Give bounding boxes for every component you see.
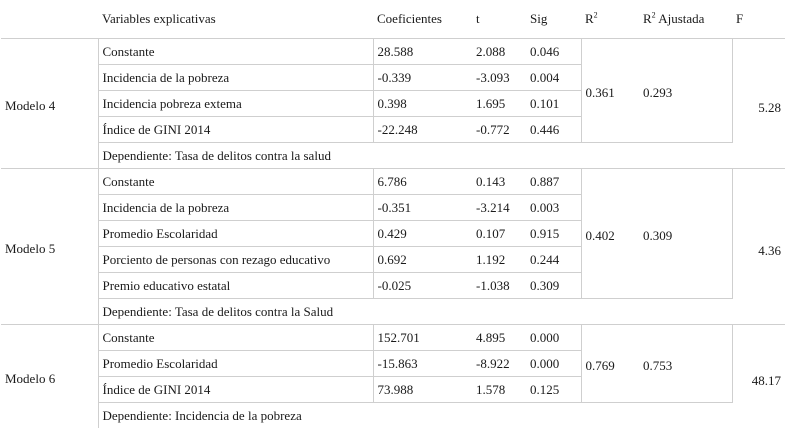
- sig-value: 0.125: [526, 377, 581, 403]
- model-label: Modelo 5: [1, 169, 98, 325]
- variable-name: Índice de GINI 2014: [98, 377, 373, 403]
- sig-value: 0.887: [526, 169, 581, 195]
- coefficient: 152.701: [373, 325, 472, 351]
- variable-name: Constante: [98, 39, 373, 65]
- f-value: 48.17: [732, 325, 785, 428]
- model-label: Modelo 6: [1, 325, 98, 428]
- variable-name: Promedio Escolaridad: [98, 221, 373, 247]
- dependent-variable: Dependiente: Tasa de delitos contra la Salud: [98, 299, 732, 325]
- f-value: 4.36: [732, 169, 785, 325]
- t-value: -1.038: [472, 273, 526, 299]
- t-value: -8.922: [472, 351, 526, 377]
- sig-value: 0.244: [526, 247, 581, 273]
- header-r2-adjusted: [639, 0, 732, 39]
- r2-base: R: [585, 11, 594, 26]
- variable-name: Incidencia pobreza extema: [98, 91, 373, 117]
- header-f: F: [732, 0, 785, 39]
- sig-value: 0.000: [526, 351, 581, 377]
- variable-name: Incidencia de la pobreza: [98, 195, 373, 221]
- variable-name: Incidencia de la pobreza: [98, 65, 373, 91]
- model-label: Modelo 4: [1, 39, 98, 169]
- header-model: [1, 0, 98, 39]
- coefficient: 0.692: [373, 247, 472, 273]
- dependent-row: [1, 143, 785, 169]
- r2-adjusted-value: 0.309: [639, 169, 732, 299]
- table-row: [1, 39, 785, 65]
- sig-value: 0.046: [526, 39, 581, 65]
- coefficient: -0.339: [373, 65, 472, 91]
- variable-name: Premio educativo estatal: [98, 273, 373, 299]
- variable-name: Porciento de personas con rezago educativo: [98, 247, 373, 273]
- t-value: -3.214: [472, 195, 526, 221]
- coefficient: -22.248: [373, 117, 472, 143]
- t-value: -3.093: [472, 65, 526, 91]
- coefficient: -15.863: [373, 351, 472, 377]
- sig-value: 0.309: [526, 273, 581, 299]
- sig-value: 0.446: [526, 117, 581, 143]
- t-value: 1.695: [472, 91, 526, 117]
- sig-value: 0.000: [526, 325, 581, 351]
- r2a-rest: Ajustada: [656, 11, 705, 26]
- t-value: 1.578: [472, 377, 526, 403]
- regression-table: [1, 0, 785, 428]
- header-coef: Coeficientes: [373, 0, 472, 39]
- coefficient: -0.025: [373, 273, 472, 299]
- coefficient: -0.351: [373, 195, 472, 221]
- t-value: 2.088: [472, 39, 526, 65]
- variable-name: Constante: [98, 169, 373, 195]
- header-variables: Variables explicativas: [98, 0, 373, 39]
- variable-name: Constante: [98, 325, 373, 351]
- t-value: 1.192: [472, 247, 526, 273]
- dependent-variable: Dependiente: Tasa de delitos contra la salud: [98, 143, 732, 169]
- coefficient: 0.429: [373, 221, 472, 247]
- f-value: 5.28: [732, 39, 785, 169]
- variable-name: Promedio Escolaridad: [98, 351, 373, 377]
- dependent-row: [1, 299, 785, 325]
- t-value: 4.895: [472, 325, 526, 351]
- r2-value: 0.769: [581, 325, 639, 403]
- r2-adjusted-value: 0.293: [639, 39, 732, 143]
- coefficient: 73.988: [373, 377, 472, 403]
- sig-value: 0.915: [526, 221, 581, 247]
- r2-sup: 2: [594, 11, 598, 20]
- coefficient: 0.398: [373, 91, 472, 117]
- coefficient: 28.588: [373, 39, 472, 65]
- sig-value: 0.004: [526, 65, 581, 91]
- r2-value: 0.361: [581, 39, 639, 143]
- r2a-sup: 2: [652, 11, 656, 20]
- t-value: 0.143: [472, 169, 526, 195]
- header-r2: [581, 0, 639, 39]
- t-value: 0.107: [472, 221, 526, 247]
- table-row: [1, 169, 785, 195]
- header-row: [1, 0, 785, 39]
- variable-name: Índice de GINI 2014: [98, 117, 373, 143]
- dependent-row: [1, 403, 785, 428]
- r2-adjusted-value: 0.753: [639, 325, 732, 403]
- header-t: t: [472, 0, 526, 39]
- sig-value: 0.003: [526, 195, 581, 221]
- coefficient: 6.786: [373, 169, 472, 195]
- header-sig: Sig: [526, 0, 581, 39]
- t-value: -0.772: [472, 117, 526, 143]
- sig-value: 0.101: [526, 91, 581, 117]
- r2-value: 0.402: [581, 169, 639, 299]
- dependent-variable: Dependiente: Incidencia de la pobreza: [98, 403, 732, 428]
- r2a-base: R: [643, 11, 652, 26]
- table-row: [1, 325, 785, 351]
